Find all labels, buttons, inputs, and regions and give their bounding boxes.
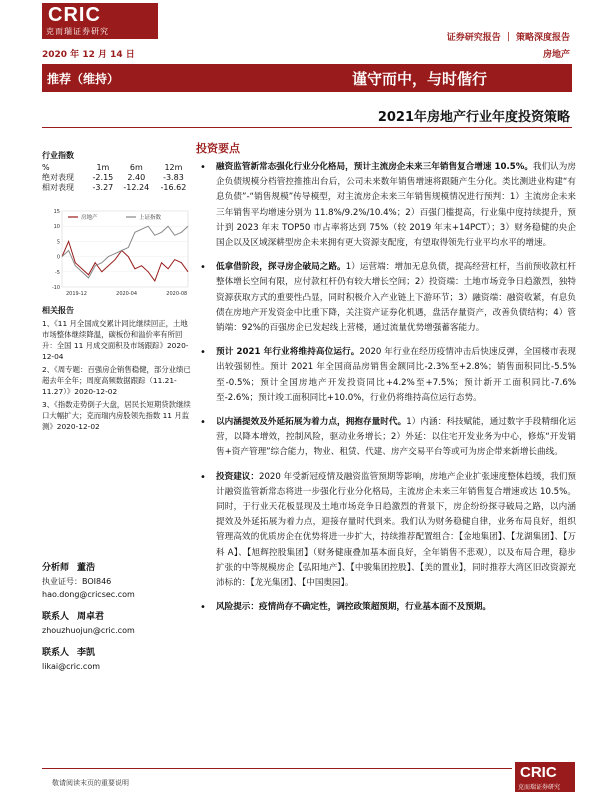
y-tick-label: 15 <box>53 209 60 215</box>
highlight-heading: 风险提示：疫情尚存不确定性，调控政策超预期，行业基本面不及预期。 <box>216 602 492 613</box>
highlight-item <box>196 470 576 592</box>
highlight-item <box>196 415 576 461</box>
logo-text: CRIC <box>48 4 101 26</box>
highlight-heading: 以内涵提效及外延拓展为着力点，拥抱存量时代。 <box>216 417 407 428</box>
company-logo <box>42 3 158 39</box>
bullet-icon: • <box>200 417 206 429</box>
performance-panel <box>42 150 192 193</box>
table-header-row <box>42 163 192 173</box>
highlight-body: 我们认为房企负债规模分档管控推推出台后，公司未来数年销售增速将跟随产生分化。类比测进业构建“有息负债”-“销售规模”传导模型，对主流房企未来三年销售规模情况进行预判：1）主流房企未来三年销售平均增速分别为 11.8%/9.2%/10.4%；2）百强门槛提高，行业集中度持续提升，预计到 2023 年末 TOP50 市占率将达到 75%（较 2019 年末+14PCT）；3）财务稳健的央企国企以及区域深耕型房企未来拥有更大资源支配度，有望取得领先行业平均水平的增速。 <box>216 162 576 249</box>
y-tick-label: 0 <box>56 254 60 261</box>
highlight-item <box>196 160 576 251</box>
table-header-cell: 12m <box>164 163 183 172</box>
table-header-cell: % <box>42 163 50 172</box>
bullet-icon: • <box>200 602 206 614</box>
highlight-heading: 低拿借阶段，探寻房企破局之路。 <box>216 262 346 273</box>
table-cell: -12.24 <box>123 183 150 192</box>
analyst-contact <box>42 562 192 601</box>
row-label: 相对表现 <box>42 183 74 192</box>
liaison-contact <box>42 611 192 637</box>
list-item[interactable]: 2、《周专题：百强房企销售稳健，部分业绩已超去年全年；周度高频数据跟踪（11.21-11.27）》2020-12-02 <box>42 365 191 396</box>
x-tick-label: 2019-12 <box>66 291 87 297</box>
contact-role: 联系人 <box>42 648 70 658</box>
highlight-item <box>196 260 576 336</box>
highlight-heading: 投资建议： <box>216 471 259 482</box>
highlight-body: 2020 年行业在经历疫情冲击后快速反弹，全国楼市表现出较强韧性。预计 2021 年全国商品房销售金额同比-2.3%至+2.8%；销售面积同比-5.5%至-0.5%；预计全国房地产开发投资同比+4.2%至+7.5%；预计新开工面积同比-7.6%至-2.6%；预计竣工面积同比+10.0%，行业仍将维持高位运行态势。 <box>216 347 576 403</box>
logo-subtext: 克而瑞证券研究 <box>46 27 109 36</box>
footer-logo-subtext: 克而瑞证券研究 <box>518 784 561 791</box>
row-label: 绝对表现 <box>42 173 74 182</box>
title-divider <box>42 127 572 128</box>
list-item[interactable]: 1、《11 月全国成交累计同比继续回正，土地市场整体继续降温，碳板份和溢价率有所回升：全国 11 月成交面积及市场跟踪》2020-12-04 <box>42 319 189 361</box>
title-banner <box>42 64 572 92</box>
list-item[interactable]: 3、《指数走势倒子大盘，居民长短期贷款继续口大幅扩大；克而瑞内房股领先指数 11 月监测》2020-12-02 <box>42 400 191 431</box>
report-type: 证券研究报告 ｜ 策略深度报告 <box>446 33 570 43</box>
table-row <box>42 173 192 183</box>
report-date: 2020 年 12 月 14 日 <box>42 50 135 60</box>
y-tick-label: 5 <box>56 239 60 246</box>
bullet-icon: • <box>200 262 206 274</box>
contact-name: 周卓君 <box>77 612 105 622</box>
contact-email[interactable]: zhouzhuojun@cric.com <box>42 626 135 635</box>
sector-label: 房地产 <box>542 50 570 60</box>
contact-email[interactable]: likai@cric.com <box>42 662 100 671</box>
legend-label: 房地产 <box>81 215 98 221</box>
series-line-0 <box>62 241 188 281</box>
footer-logo-text: CRIC <box>520 764 557 781</box>
highlight-heading: 融资监管新常态强化行业分化格局，预计主流房企未来三年销售复合增速 10.5%。 <box>216 162 533 172</box>
contact-name: 董浩 <box>77 563 96 573</box>
license-number: 执业证号：BOI846 <box>42 577 112 586</box>
bullet-icon: • <box>200 162 206 173</box>
index-line-chart <box>42 205 192 300</box>
table-row <box>42 183 192 193</box>
highlight-heading: 预计 2021 年行业将维持高位运行。 <box>216 347 360 358</box>
table-header-cell: 6m <box>129 163 143 172</box>
x-tick-label: 2020-04 <box>116 291 138 297</box>
related-reports-list <box>42 318 192 434</box>
table-cell: 2.40 <box>127 173 146 182</box>
related-reports-title: 相关报告 <box>42 306 74 315</box>
series-line-1 <box>62 226 188 278</box>
contact-email[interactable]: hao.dong@cricsec.com <box>42 590 135 599</box>
table-header-cell: 1m <box>96 163 110 172</box>
table-cell: -3.83 <box>163 173 184 182</box>
table-cell: -2.15 <box>92 173 114 182</box>
performance-title: 行业指数 <box>42 151 74 160</box>
footer-note: 敬请阅读末页的重要说明 <box>52 779 129 787</box>
table-cell: -3.27 <box>92 183 114 192</box>
highlight-body: 1）运营端：增加无息负债，提高经营杠杆，当前预收款杠杆整体增长空间有限，应付款杠杆仍有较大增长空间；2）投资端：土地市场竞争日趋激烈，独特资源获取方式的重要性凸显，同时积极介入产业链上下游环节；3）融资端：融资收紧，有息负债在房地产开发资金中比重下降，关注资产证券化机遇，盘活存量资产，改善负债结构；4）管销端：92%的百强房企已发起线上营楼，通过流量优势增强蓄客能力。 <box>216 262 576 334</box>
footer-divider <box>42 768 512 769</box>
bullet-icon: • <box>200 471 206 483</box>
report-title: 2021年房地产行业年度投资策略 <box>377 110 570 125</box>
section-label: 投资要点 <box>196 142 240 155</box>
x-tick-label: 2020-08 <box>166 291 188 297</box>
contact-name: 李凯 <box>77 648 96 658</box>
investment-highlights <box>196 160 576 624</box>
highlight-item <box>196 600 576 615</box>
y-tick-label: 10 <box>53 224 60 231</box>
performance-table <box>42 163 192 193</box>
rating-label: 推荐（维持） <box>47 72 120 86</box>
highlight-body: 1）内涵：科技赋能，通过数字手段精细化运营，以降本增效，控制风险，驱动业务增长；2）外延：以住宅开发业务为中心，修炼“开发销售+资产管理”综合能力，物业、租赁、代建、房产交易平台等或可为房企带来新增长曲线。 <box>216 417 576 458</box>
liaison-contact <box>42 647 192 673</box>
contacts-panel <box>42 562 192 683</box>
table-cell: -16.62 <box>160 183 187 192</box>
highlight-item <box>196 345 576 406</box>
contact-role: 分析师 <box>42 563 70 573</box>
footer-logo <box>515 762 575 792</box>
highlight-body: 2020 年受新冠疫情及融资监管预期等影响，房地产企业扩张速度整体趋缓，我们预计融资监管新常态将进一步强化行业分化格局，主流房企未来三年销售复合增速或达 10.5%。同时，于行业天花板显现及土地市场竞争日趋激烈的背景下，房企纷纷探寻破局之路，以内涵提效及外延拓展为着力点，迎接存量时代到来。我们认为财务稳健自律，业务布局良好，组织管理高效的优质房企在优势将进一步扩大，持续推荐配置组合：【金地集团】、【龙湖集团】、【万科 A】、【旭辉控股集团】（财务健康叠加基本面良好，全年销售不悲观），以及布局合理，稳步扩张的中等规模房企【弘阳地产】、【中骏集团控股】、【美的置业】，同时推荐大湾区旧改资源充沛标的：【龙光集团】、【中国奥园】。 <box>216 471 576 589</box>
y-tick-label: -5 <box>55 269 60 276</box>
legend-label: 上证指数 <box>139 215 162 221</box>
banner-slogan: 谨守而中，与时偕行 <box>352 70 488 88</box>
y-tick-label: -10 <box>51 285 60 291</box>
contact-role: 联系人 <box>42 612 70 622</box>
bullet-icon: • <box>200 347 206 359</box>
